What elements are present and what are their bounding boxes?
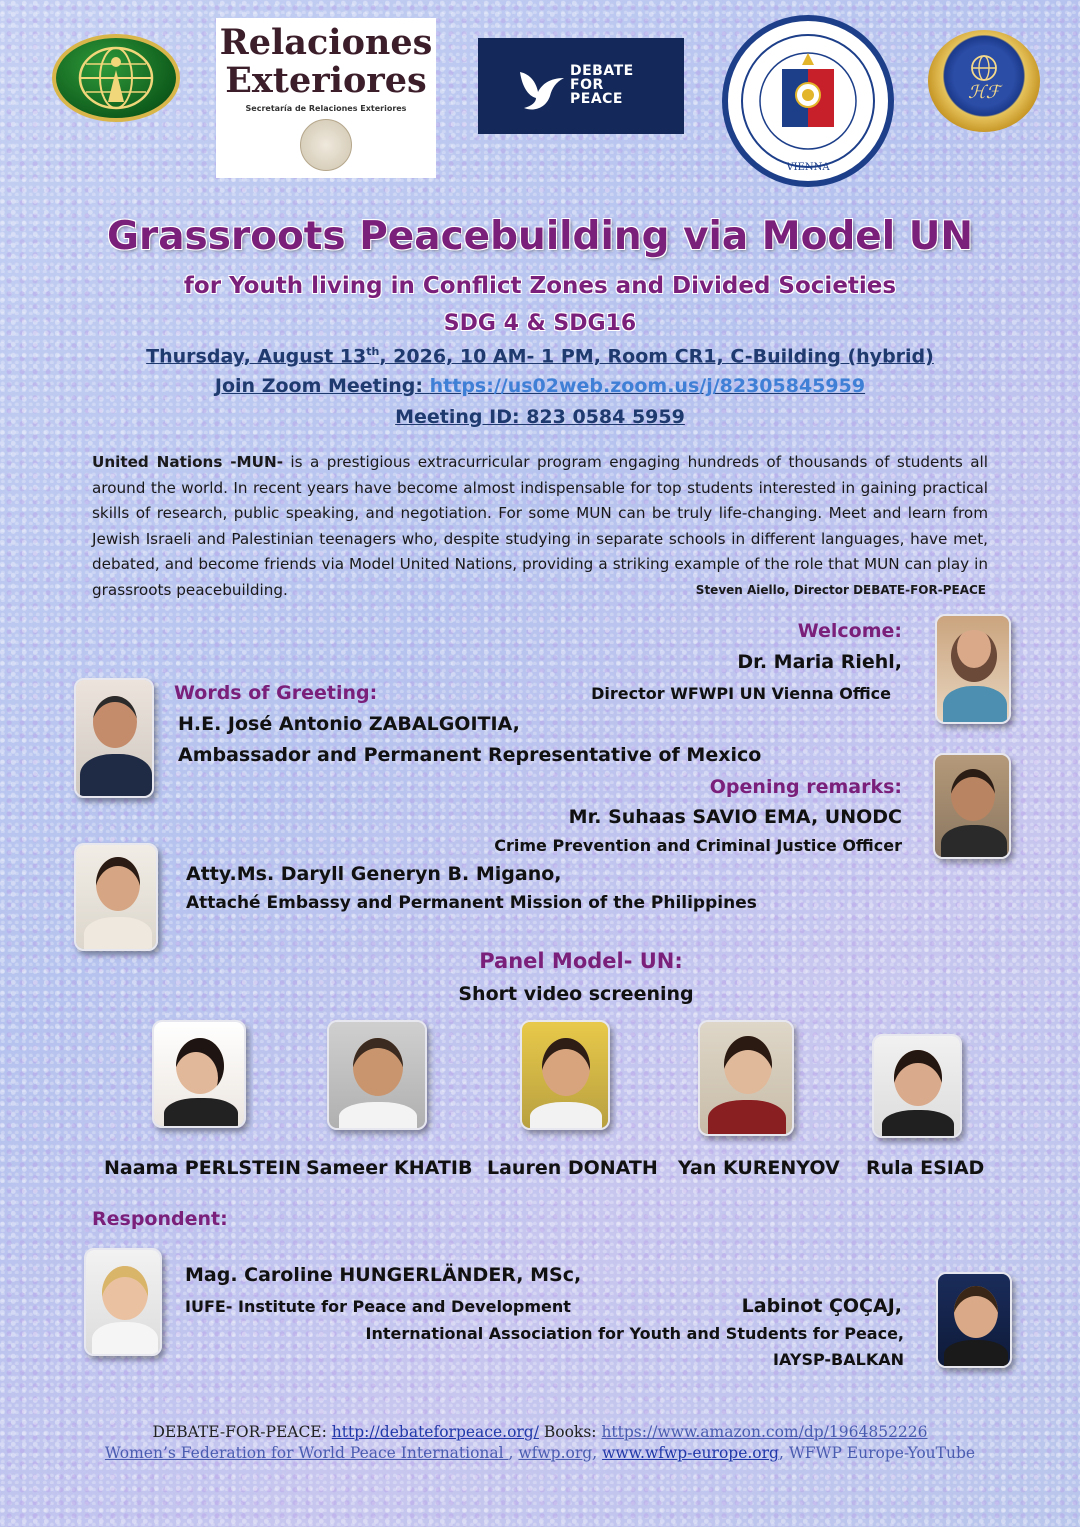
student-photo-1 (152, 1020, 246, 1128)
r2-name: Labinot ÇOÇAJ, (741, 1295, 902, 1317)
footer-wfwp-org[interactable]: wfwp.org (518, 1444, 593, 1462)
opening-role: Crime Prevention and Criminal Justice Officer (494, 836, 902, 855)
date-pre: Thursday, August 13 (146, 345, 367, 368)
greeting-name: H.E. José Antonio ZABALGOITIA, (178, 713, 520, 735)
jose-zabalgoitia-photo (74, 678, 154, 798)
date-sup: th (366, 345, 380, 358)
respondent-label: Respondent: (92, 1208, 228, 1230)
dfp-line3: PEACE (570, 91, 623, 107)
r2-role2: IAYSP-BALKAN (773, 1350, 904, 1369)
daryll-migano-photo (74, 843, 158, 951)
student-name-4: Yan KURENYOV (678, 1157, 840, 1179)
footer-dfp-label: DEBATE-FOR-PEACE: (152, 1423, 332, 1441)
footer-wfwp-europe[interactable]: www.wfwp-europe.org (602, 1444, 779, 1462)
intro-lead: United Nations -MUN- (92, 453, 284, 471)
labinot-cocaj-photo (936, 1272, 1012, 1368)
r1-role: IUFE- Institute for Peace and Development (185, 1297, 571, 1316)
intro-text: is a prestigious extracurricular program engaging hundreds of thousands of students all around the world. In recent years have become almost indispensable for top students interested in gaining practical skills of research, public speaking, and negotiation. For some MUN can be truly life-changing. Meet and learn from Jewish Israeli and Palestinian teenagers who, despite studying in separate schools in different languages, have met, debated, and become friends via Model United Nations, providing a striking example of the role that MUN can play in grassroots peacebuilding. (92, 453, 988, 599)
student-name-1: Naama PERLSTEIN (104, 1157, 302, 1179)
welcome-label: Welcome: (797, 620, 902, 642)
intro-byline: Steven Aiello, Director DEBATE-FOR-PEACE (695, 583, 986, 597)
panel-label: Panel Model- UN: (479, 949, 683, 973)
youth-students-for-peace-logo (928, 30, 1040, 132)
wfwp-globe-logo (52, 34, 180, 122)
student-photo-2 (327, 1020, 427, 1130)
student-photo-4 (698, 1020, 794, 1136)
footer-line-2 (0, 1444, 1080, 1462)
opening-label: Opening remarks: (709, 776, 902, 798)
zoom-link[interactable]: https://us02web.zoom.us/j/82305845959 (429, 375, 866, 397)
footer-wfwp-link[interactable]: Women’s Federation for World Peace International (104, 1444, 509, 1462)
welcome-name: Dr. Maria Riehl, (737, 651, 902, 673)
student-name-2: Sameer KHATIB (306, 1157, 473, 1179)
opening-name: Mr. Suhaas SAVIO EMA, UNODC (568, 806, 902, 828)
student-name-5: Rula ESIAD (866, 1157, 985, 1179)
meeting-id: Meeting ID: 823 0584 5959 (395, 406, 685, 428)
footer-sep-1: , (508, 1444, 519, 1462)
footer-dfp-link[interactable]: http://debateforpeace.org/ (331, 1423, 539, 1441)
student-name-3: Lauren DONATH (487, 1157, 658, 1179)
greeting-role: Ambassador and Permanent Representative of Mexico (178, 744, 762, 766)
mexico-seal-icon (300, 119, 352, 171)
panel-sub: Short video screening (458, 983, 694, 1005)
footer-books-link[interactable]: https://www.amazon.com/dp/1964852226 (601, 1423, 928, 1441)
youth-monogram-icon: ℋℱ (968, 82, 1000, 103)
zoom-label: Join Zoom Meeting: (214, 375, 423, 397)
student-photo-5 (872, 1034, 962, 1138)
atty-name: Atty.Ms. Daryll Generyn B. Migano, (186, 863, 562, 885)
maria-riehl-photo (935, 614, 1011, 724)
relaciones-sub: Secretaría de Relaciones Exteriores (245, 104, 407, 113)
student-photo-3 (520, 1020, 610, 1130)
r2-role1: International Association for Youth and Students for Peace, (365, 1324, 904, 1343)
ph-city: VIENNA (786, 162, 830, 173)
atty-role: Attaché Embassy and Permanent Mission of the Philippines (186, 893, 757, 913)
intro-paragraph (92, 450, 988, 603)
dfp-line1: DEBATE (570, 63, 634, 79)
r1-name: Mag. Caroline HUNGERLÄNDER, MSc, (185, 1264, 582, 1286)
footer-books-label: Books: (538, 1423, 602, 1441)
dove-icon (512, 58, 572, 118)
greeting-label: Words of Greeting: (174, 682, 378, 704)
page-title: Grassroots Peacebuilding via Model UN (106, 214, 974, 259)
page-subtitle: for Youth living in Conflict Zones and Divided Societies (183, 273, 897, 299)
welcome-role: Director WFWPI UN Vienna Office (591, 684, 891, 703)
caroline-hungerlander-photo (84, 1248, 162, 1356)
sdg-line: SDG 4 & SDG16 (443, 311, 637, 336)
footer-youtube: , WFWP Europe-YouTube (778, 1444, 976, 1462)
dfp-line2: FOR (570, 77, 604, 93)
relaciones-line2: Exteriores (225, 60, 427, 101)
suhaas-savio-photo (933, 753, 1011, 859)
footer-line-1 (0, 1423, 1080, 1441)
relaciones-exteriores-logo (216, 18, 436, 178)
debate-for-peace-logo (478, 38, 684, 134)
date-post: , 2026, 10 AM- 1 PM, Room CR1, C-Building (hybrid) (379, 345, 934, 368)
relaciones-line1: Relaciones (219, 22, 433, 63)
zoom-line (0, 375, 1080, 397)
footer-sep-2: , (592, 1444, 603, 1462)
event-date (0, 345, 1080, 367)
philippines-mission-seal (722, 15, 894, 187)
